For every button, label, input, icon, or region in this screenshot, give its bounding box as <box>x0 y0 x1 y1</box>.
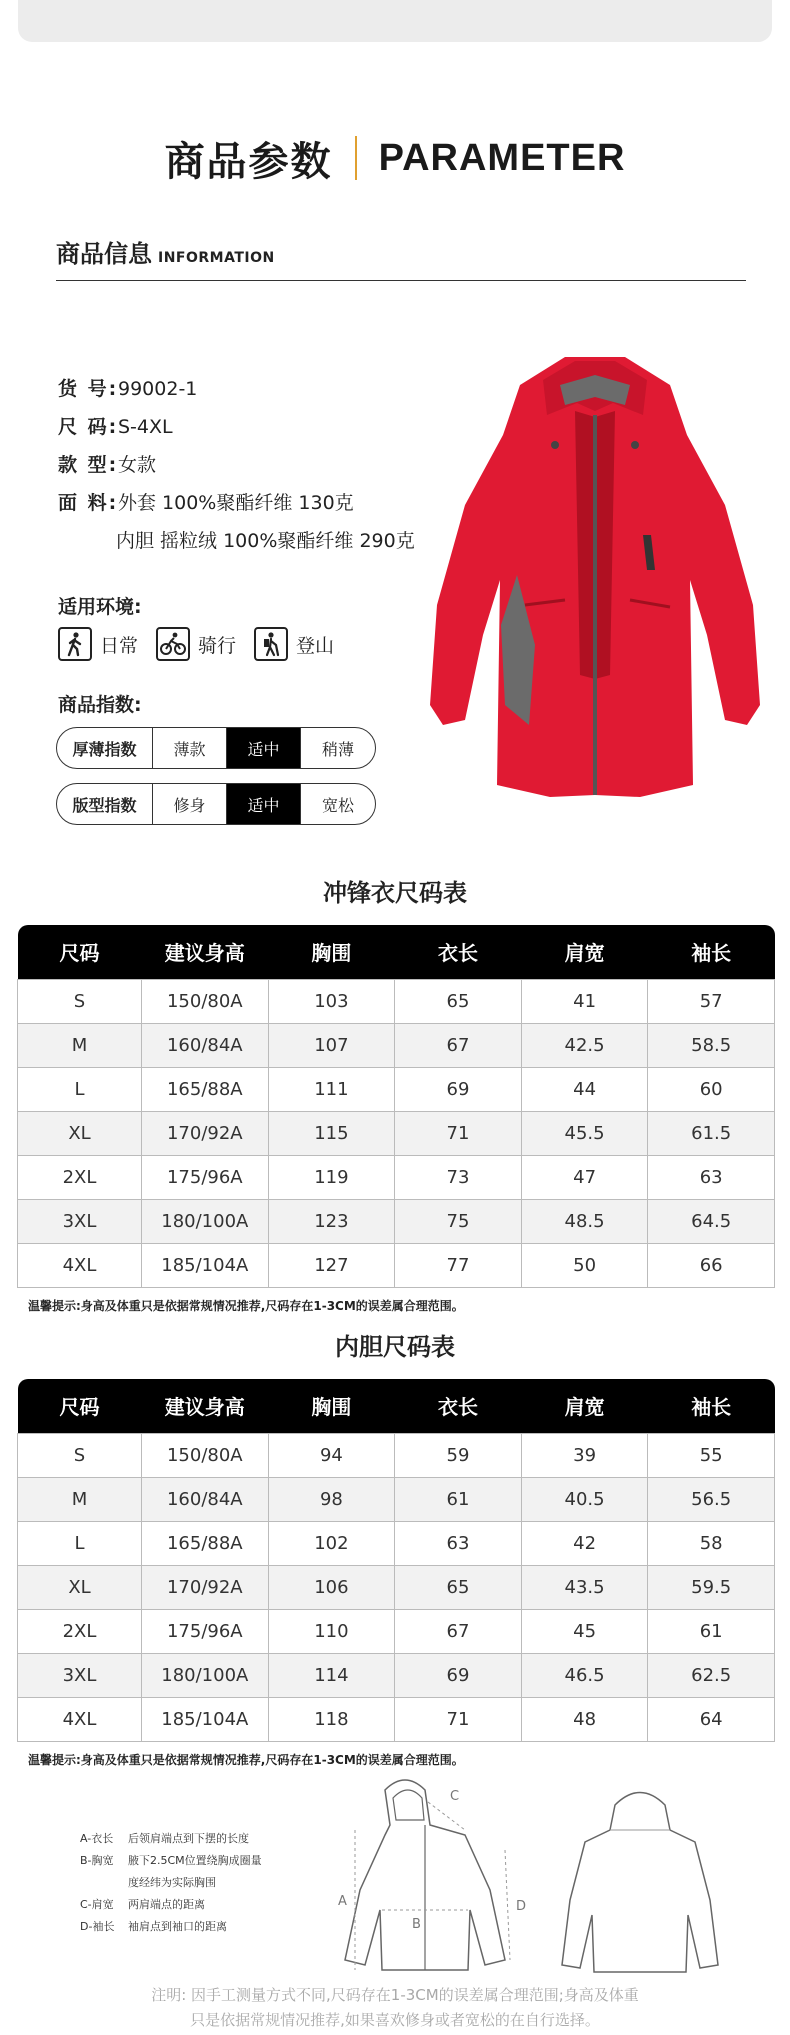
table-cell: 127 <box>268 1243 395 1287</box>
legend-row <box>80 1894 262 1916</box>
table-cell: 69 <box>395 1067 522 1111</box>
inner-table-title: 内胆尺码表 <box>335 1333 455 1361</box>
thickness-index-label: 厚薄指数 <box>57 728 153 768</box>
table-cell: 180/100A <box>142 1199 269 1243</box>
table-cell: 103 <box>268 979 395 1023</box>
table-row <box>18 1477 775 1521</box>
table-cell: 175/96A <box>142 1155 269 1199</box>
table-cell: 165/88A <box>142 1521 269 1565</box>
table-cell: 48.5 <box>521 1199 648 1243</box>
table-cell: 3XL <box>18 1653 142 1697</box>
table-cell: 4XL <box>18 1697 142 1741</box>
table-cell: 73 <box>395 1155 522 1199</box>
jacket-product-image <box>425 345 765 815</box>
table-cell: 57 <box>648 979 775 1023</box>
table-cell: 123 <box>268 1199 395 1243</box>
table-row <box>18 1521 775 1565</box>
table-cell: 47 <box>521 1155 648 1199</box>
table-header-cell: 尺码 <box>18 925 142 979</box>
table-cell: 48 <box>521 1697 648 1741</box>
table-cell: 61 <box>648 1609 775 1653</box>
hiking-icon <box>254 627 288 661</box>
table-cell: S <box>18 979 142 1023</box>
table-cell: 59 <box>395 1433 522 1477</box>
table-cell: 62.5 <box>648 1653 775 1697</box>
footer-line-2: 只是依据常规情况推荐,如果喜欢修身或者宽松的在自行选择。 <box>190 2011 600 2029</box>
table-cell: 66 <box>648 1243 775 1287</box>
legend-value: 腋下2.5CM位置绕胸成圈量 <box>128 1854 262 1867</box>
env-label-daily: 日常 <box>100 634 139 657</box>
info-fabric-inner-row <box>58 522 478 560</box>
table-cell: 170/92A <box>142 1111 269 1155</box>
table-header-cell: 袖长 <box>648 925 775 979</box>
table-header-cell: 胸围 <box>268 1379 395 1433</box>
table-cell: 65 <box>395 1565 522 1609</box>
table-cell: 39 <box>521 1433 648 1477</box>
table-cell: 98 <box>268 1477 395 1521</box>
info-size-label: 尺 码: <box>58 416 119 438</box>
table-cell: 46.5 <box>521 1653 648 1697</box>
table-cell: XL <box>18 1111 142 1155</box>
table-cell: 58.5 <box>648 1023 775 1067</box>
table-cell: 160/84A <box>142 1477 269 1521</box>
table-header-cell: 衣长 <box>395 1379 522 1433</box>
table-cell: 150/80A <box>142 979 269 1023</box>
legend-value: 袖肩点到袖口的距离 <box>128 1920 227 1933</box>
info-fabric-outer: 外套 100%聚酯纤维 130克 <box>118 492 354 514</box>
outer-table-title: 冲锋衣尺码表 <box>323 879 467 907</box>
table-header-cell: 建议身高 <box>142 925 269 979</box>
title-cn: 商品参数 <box>164 138 333 185</box>
thickness-index <box>56 727 376 769</box>
product-info-list <box>58 370 478 560</box>
legend-key: D-袖长 <box>80 1920 115 1933</box>
table-cell: S <box>18 1433 142 1477</box>
table-cell: 115 <box>268 1111 395 1155</box>
env-label-hiking: 登山 <box>296 634 335 657</box>
table-cell: 111 <box>268 1067 395 1111</box>
legend-key <box>80 1872 128 1894</box>
table-cell: 160/84A <box>142 1023 269 1067</box>
legend-value: 后领肩端点到下摆的长度 <box>128 1832 249 1845</box>
table-row <box>18 1697 775 1741</box>
table-cell: 107 <box>268 1023 395 1067</box>
table-cell: 67 <box>395 1609 522 1653</box>
footer-line-1: 注明: 因手工测量方式不同,尺码存在1-3CM的误差属合理范围;身高及体重 <box>151 1986 639 2004</box>
measurement-diagram-front <box>300 1770 550 1980</box>
fit-option-loose: 宽松 <box>321 795 354 815</box>
table-header-cell: 胸围 <box>268 925 395 979</box>
info-size <box>58 408 478 446</box>
table-cell: 55 <box>648 1433 775 1477</box>
table-header-cell: 衣长 <box>395 925 522 979</box>
info-fabric <box>58 484 478 522</box>
table-cell: 63 <box>395 1521 522 1565</box>
env-item-hiking <box>254 627 334 661</box>
env-item-cycling <box>156 627 236 661</box>
diagram-label-b: B <box>412 1917 421 1932</box>
walking-icon <box>58 627 92 661</box>
table-header-cell: 尺码 <box>18 1379 142 1433</box>
table-cell: 170/92A <box>142 1565 269 1609</box>
page-title <box>0 128 790 188</box>
table-header-row <box>18 925 775 979</box>
table-cell: 56.5 <box>648 1477 775 1521</box>
legend-row <box>80 1828 262 1850</box>
table-cell: 60 <box>648 1067 775 1111</box>
table-header-row <box>18 1379 775 1433</box>
legend-row <box>80 1850 262 1872</box>
table-cell: L <box>18 1067 142 1111</box>
table-cell: 61.5 <box>648 1111 775 1155</box>
environment-label: 适用环境: <box>58 596 142 618</box>
table-cell: 69 <box>395 1653 522 1697</box>
table-cell: 4XL <box>18 1243 142 1287</box>
table-row <box>18 1199 775 1243</box>
table-cell: 3XL <box>18 1199 142 1243</box>
table-cell: 185/104A <box>142 1697 269 1741</box>
table-cell: 59.5 <box>648 1565 775 1609</box>
table-cell: 185/104A <box>142 1243 269 1287</box>
info-fabric-inner: 内胆 摇粒绒 100%聚酯纤维 290克 <box>116 530 415 552</box>
table-cell: 44 <box>521 1067 648 1111</box>
table-cell: 65 <box>395 979 522 1023</box>
table-cell: 77 <box>395 1243 522 1287</box>
info-item-no-value: 99002-1 <box>118 378 198 400</box>
outer-size-table <box>17 925 775 1288</box>
table-cell: 119 <box>268 1155 395 1199</box>
info-fabric-label: 面 料: <box>58 492 119 514</box>
info-style-label: 款 型: <box>58 454 119 476</box>
table-cell: L <box>18 1521 142 1565</box>
table-cell: 106 <box>268 1565 395 1609</box>
table-row <box>18 1067 775 1111</box>
table-cell: 64 <box>648 1697 775 1741</box>
table-cell: 110 <box>268 1609 395 1653</box>
table-cell: 41 <box>521 979 648 1023</box>
section-heading-en: INFORMATION <box>158 250 275 266</box>
table-cell: 118 <box>268 1697 395 1741</box>
table-cell: 75 <box>395 1199 522 1243</box>
table-cell: 42 <box>521 1521 648 1565</box>
legend-value: 两肩端点的距离 <box>128 1898 205 1911</box>
legend-key: A-衣长 <box>80 1832 114 1845</box>
fit-index <box>56 783 376 825</box>
inner-table-note: 温馨提示:身高及体重只是依据常规情况推荐,尺码存在1-3CM的误差属合理范围。 <box>28 1753 464 1767</box>
footer-note <box>0 1983 790 2033</box>
table-header-cell: 肩宽 <box>521 925 648 979</box>
diagram-label-c: C <box>450 1789 460 1804</box>
legend-row <box>80 1916 262 1938</box>
thickness-option-slightly-thin: 稍薄 <box>321 739 354 759</box>
diagram-label-d: D <box>516 1899 527 1914</box>
table-cell: XL <box>18 1565 142 1609</box>
table-cell: 102 <box>268 1521 395 1565</box>
environment-list <box>58 627 352 661</box>
table-header-cell: 袖长 <box>648 1379 775 1433</box>
outer-table-note: 温馨提示:身高及体重只是依据常规情况推荐,尺码存在1-3CM的误差属合理范围。 <box>28 1299 464 1313</box>
measurement-diagram-back <box>560 1780 720 1980</box>
table-cell: 71 <box>395 1697 522 1741</box>
table-cell: 42.5 <box>521 1023 648 1067</box>
thickness-option-medium: 适中 <box>227 728 301 768</box>
table-cell: 165/88A <box>142 1067 269 1111</box>
table-cell: 58 <box>648 1521 775 1565</box>
thickness-option-thin: 薄款 <box>153 728 227 768</box>
section-heading <box>56 234 275 269</box>
table-cell: 180/100A <box>142 1653 269 1697</box>
table-cell: 150/80A <box>142 1433 269 1477</box>
indices-label: 商品指数: <box>58 694 142 716</box>
table-cell: M <box>18 1023 142 1067</box>
table-header-cell: 肩宽 <box>521 1379 648 1433</box>
legend-value: 度经纬为实际胸围 <box>128 1876 216 1889</box>
info-item-no-label: 货 号: <box>58 378 119 400</box>
table-header-cell: 建议身高 <box>142 1379 269 1433</box>
table-cell: 67 <box>395 1023 522 1067</box>
table-cell: 61 <box>395 1477 522 1521</box>
measurement-legend <box>80 1828 262 1938</box>
table-row <box>18 1155 775 1199</box>
table-row <box>18 1023 775 1067</box>
cycling-icon <box>156 627 190 661</box>
fit-option-medium: 适中 <box>227 784 301 824</box>
table-cell: 175/96A <box>142 1609 269 1653</box>
diagram-label-a: A <box>338 1894 347 1909</box>
table-row <box>18 1565 775 1609</box>
legend-key: B-胸宽 <box>80 1854 114 1867</box>
table-row <box>18 1243 775 1287</box>
section-heading-cn: 商品信息 <box>56 240 152 268</box>
table-cell: 43.5 <box>521 1565 648 1609</box>
inner-size-table <box>17 1379 775 1742</box>
table-row <box>18 1111 775 1155</box>
fit-index-label: 版型指数 <box>57 784 153 824</box>
legend-row <box>80 1872 262 1894</box>
table-cell: 64.5 <box>648 1199 775 1243</box>
table-row <box>18 979 775 1023</box>
table-cell: 50 <box>521 1243 648 1287</box>
table-cell: 45 <box>521 1609 648 1653</box>
section-divider <box>56 280 746 281</box>
info-style-value: 女款 <box>118 454 157 476</box>
env-item-daily <box>58 627 138 661</box>
legend-key: C-肩宽 <box>80 1898 114 1911</box>
table-row <box>18 1653 775 1697</box>
table-row <box>18 1609 775 1653</box>
table-cell: 2XL <box>18 1155 142 1199</box>
info-style <box>58 446 478 484</box>
table-row <box>18 1433 775 1477</box>
table-cell: 114 <box>268 1653 395 1697</box>
title-en: PARAMETER <box>378 136 626 179</box>
fit-option-slim: 修身 <box>153 784 227 824</box>
title-separator <box>355 136 357 180</box>
table-cell: 94 <box>268 1433 395 1477</box>
table-cell: 45.5 <box>521 1111 648 1155</box>
table-cell: 40.5 <box>521 1477 648 1521</box>
table-cell: 71 <box>395 1111 522 1155</box>
table-cell: 2XL <box>18 1609 142 1653</box>
info-item-no <box>58 370 478 408</box>
table-cell: 63 <box>648 1155 775 1199</box>
table-cell: M <box>18 1477 142 1521</box>
info-size-value: S-4XL <box>118 416 173 438</box>
env-label-cycling: 骑行 <box>198 634 237 657</box>
top-banner-bar <box>18 0 772 42</box>
